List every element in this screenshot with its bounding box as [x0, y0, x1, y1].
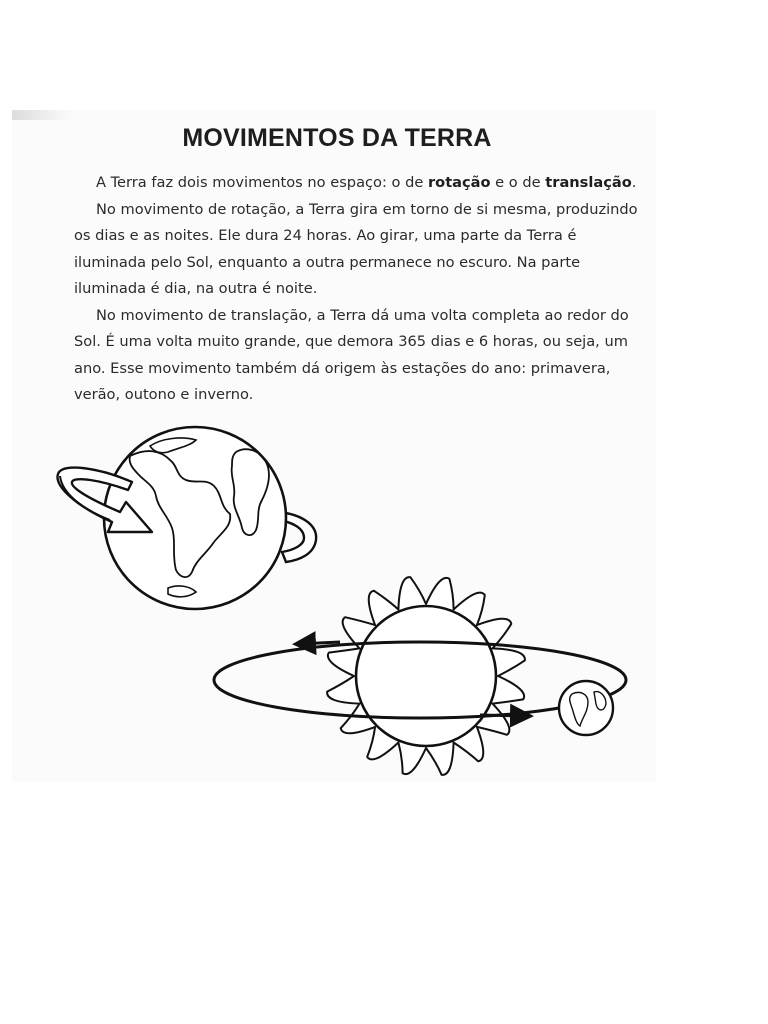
earth-rotation-illustration	[58, 427, 317, 609]
translation-illustration	[214, 577, 626, 775]
p1-pre: A Terra faz dois movimentos no espaço: o de	[96, 174, 428, 191]
page-title: MOVIMENTOS DA TERRA	[182, 124, 492, 152]
translation-term: translação	[545, 174, 632, 191]
paragraph-2: No movimento de rotação, a Terra gira em torno de si mesma, produzindo os dias e as noites. Ele dura 24 horas. Ao girar, uma parte da Terra é iluminada pelo Sol, enquanto a outra permanece no escuro. Na parte iluminada é dia, na outra é noite.	[74, 200, 638, 297]
paragraph-3: No movimento de translação, a Terra dá uma volta completa ao redor do Sol. É uma volta muito grande, que demora 365 dias e 6 horas, ou seja, um ano. Esse movimento também dá origem às estações do ano: primavera, verão, outono e inverno.	[74, 306, 629, 403]
orbit-arrow-bottom-icon	[480, 715, 528, 716]
rotation-term: rotação	[427, 174, 491, 191]
p1-post: .	[631, 174, 637, 191]
sun-icon	[356, 606, 496, 746]
p1-mid: e o de	[490, 174, 546, 191]
orbit-arrow-top-icon	[298, 642, 340, 644]
